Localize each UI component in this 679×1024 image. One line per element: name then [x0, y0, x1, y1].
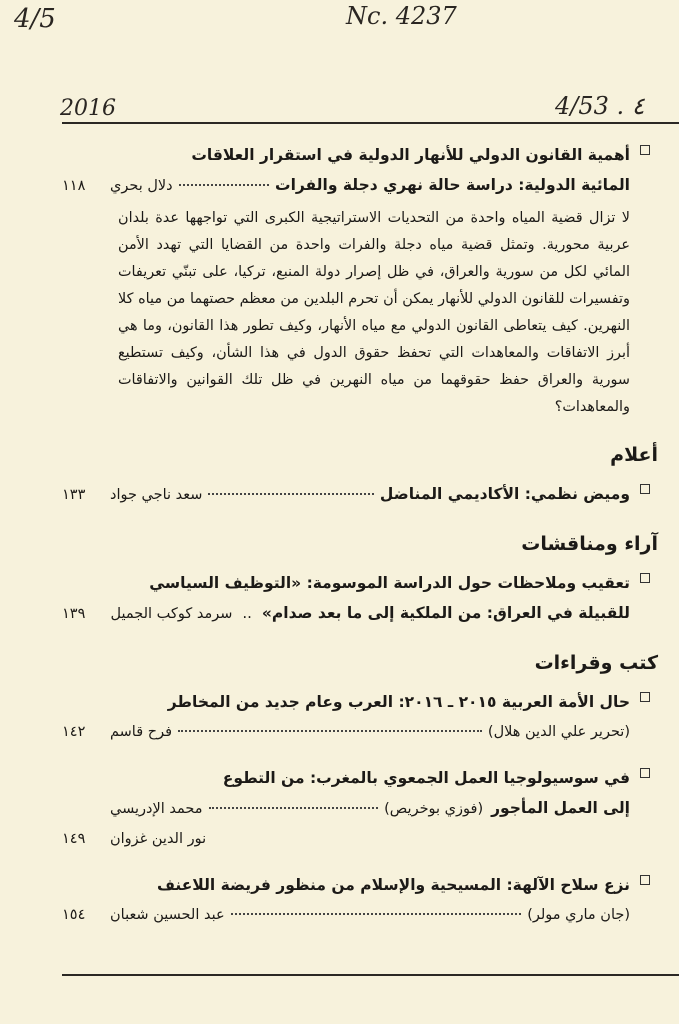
entry-line — [62, 598, 630, 629]
checkbox-icon — [640, 875, 650, 885]
entry-line — [62, 793, 630, 824]
leader-dots — [209, 807, 379, 809]
handwritten-year: 2016 — [60, 96, 116, 121]
entry-line — [62, 717, 630, 747]
top-rule — [62, 122, 679, 124]
entry-page-number: ١١٨ — [62, 178, 86, 194]
entry-line — [62, 824, 630, 854]
table-of-contents — [62, 140, 658, 946]
entry-title: تعقيب وملاحظات حول الدراسة الموسومة: «التوظيف السياسي — [149, 574, 630, 592]
checkbox-icon — [640, 145, 650, 155]
leader-dots — [178, 730, 482, 732]
entry-editor: (تحرير علي الدين هلال) — [487, 724, 630, 740]
toc-entry-arab-nation — [62, 687, 630, 747]
checkbox-icon — [640, 484, 650, 494]
leader-dots — [208, 493, 373, 495]
entry-abstract: لا تزال قضية المياه واحدة من التحديات الاستراتيجية الكبرى التي تواجهها عدة بلدان عربية محورية. وتمثل قضية مياه دجلة والفرات واحدة من القضايا التي تهدد الأمن المائي لكل من سورية والعراق، في ظل إصرار دولة المنبع، تركيا، على تبنّي تعريفات وتفسيرات للقانون الدولي للأنهار يمكن أن تحرم البلدين من معظم حصتهما من مياه كلا النهرين. كيف يتعاطى القانون الدولي مع مياه الأنهار، وكيف تطور هذا القانون، وما هي أبرز الاتفاقات والمعاهدات التي تحفظ حقوق الدول في هذا الشأن، وكيف تستطيع سورية والعراق حفظ حقوقهما من مياه النهرين في ظل تلك القوانين والاتفاقات والمعاهدات؟ — [118, 210, 630, 415]
toc-entry-wamid — [62, 479, 630, 510]
section-heading-kutub: كتب وقراءات — [534, 652, 658, 674]
entry-line — [62, 479, 630, 510]
entry-page-number: ١٣٣ — [62, 487, 86, 503]
toc-entry-water-law — [62, 140, 630, 421]
checkbox-icon — [640, 768, 650, 778]
entry-page-number: ١٥٤ — [62, 907, 86, 923]
entry-title-continued: إلى العمل المأجور — [491, 799, 630, 817]
entry-editor: (فوزي بوخريص) — [384, 801, 484, 817]
handwritten-issue-number: 4/53 . ٤ — [555, 92, 645, 120]
leader-dots — [231, 913, 522, 915]
entry-title: أهمية القانون الدولي للأنهار الدولية في استقرار العلاقات — [191, 146, 630, 164]
entry-title: في سوسيولوجيا العمل الجمعوي بالمغرب: من التطوع — [222, 769, 630, 787]
entry-title: حال الأمة العربية ٢٠١٥ ـ ٢٠١٦: العرب وعام جديد من المخاطر — [167, 693, 630, 711]
handwritten-accession-number: Nc. 4237 — [346, 2, 457, 30]
toc-entry-tribe — [62, 568, 630, 629]
entry-author: دلال بحري — [110, 178, 173, 194]
leader-dots-short: .. — [242, 604, 252, 622]
entry-author-2: نور الدين غزوان — [110, 831, 207, 847]
toc-entry-disarm-gods — [62, 870, 630, 930]
entry-author: فرح قاسم — [110, 724, 173, 740]
handwritten-page-number: 4/5 — [14, 4, 56, 34]
bottom-rule — [62, 974, 679, 976]
entry-page-number: ١٤٩ — [62, 831, 86, 847]
entry-title: وميض نظمي: الأكاديمي المناضل — [379, 485, 630, 503]
checkbox-icon — [640, 692, 650, 702]
entry-author: سعد ناجي جواد — [110, 487, 203, 503]
entry-line — [62, 900, 630, 930]
toc-entry-sociology — [62, 763, 630, 854]
section-heading-alam: أعلام — [610, 444, 658, 466]
entry-page-number: ١٤٢ — [62, 724, 86, 740]
entry-title-continued: المائية الدولية: دراسة حالة نهري دجلة والفرات — [275, 176, 630, 194]
checkbox-icon — [640, 573, 650, 583]
entry-author: عبد الحسين شعبان — [110, 907, 225, 923]
entry-title-continued: للقبيلة في العراق: من الملكية إلى ما بعد صدام» — [261, 604, 630, 622]
entry-author: سرمد كوكب الجميل — [110, 606, 233, 622]
entry-author: محمد الإدريسي — [110, 801, 203, 817]
section-heading-araa: آراء ومناقشات — [521, 533, 658, 555]
entry-editor: (جان ماري مولر) — [527, 907, 630, 923]
entry-page-number: ١٣٩ — [62, 606, 86, 622]
entry-line — [62, 170, 630, 201]
entry-title: نزع سلاح الآلهة: المسيحية والإسلام من منظور فريضة اللاعنف — [156, 876, 630, 894]
leader-dots — [179, 184, 269, 186]
